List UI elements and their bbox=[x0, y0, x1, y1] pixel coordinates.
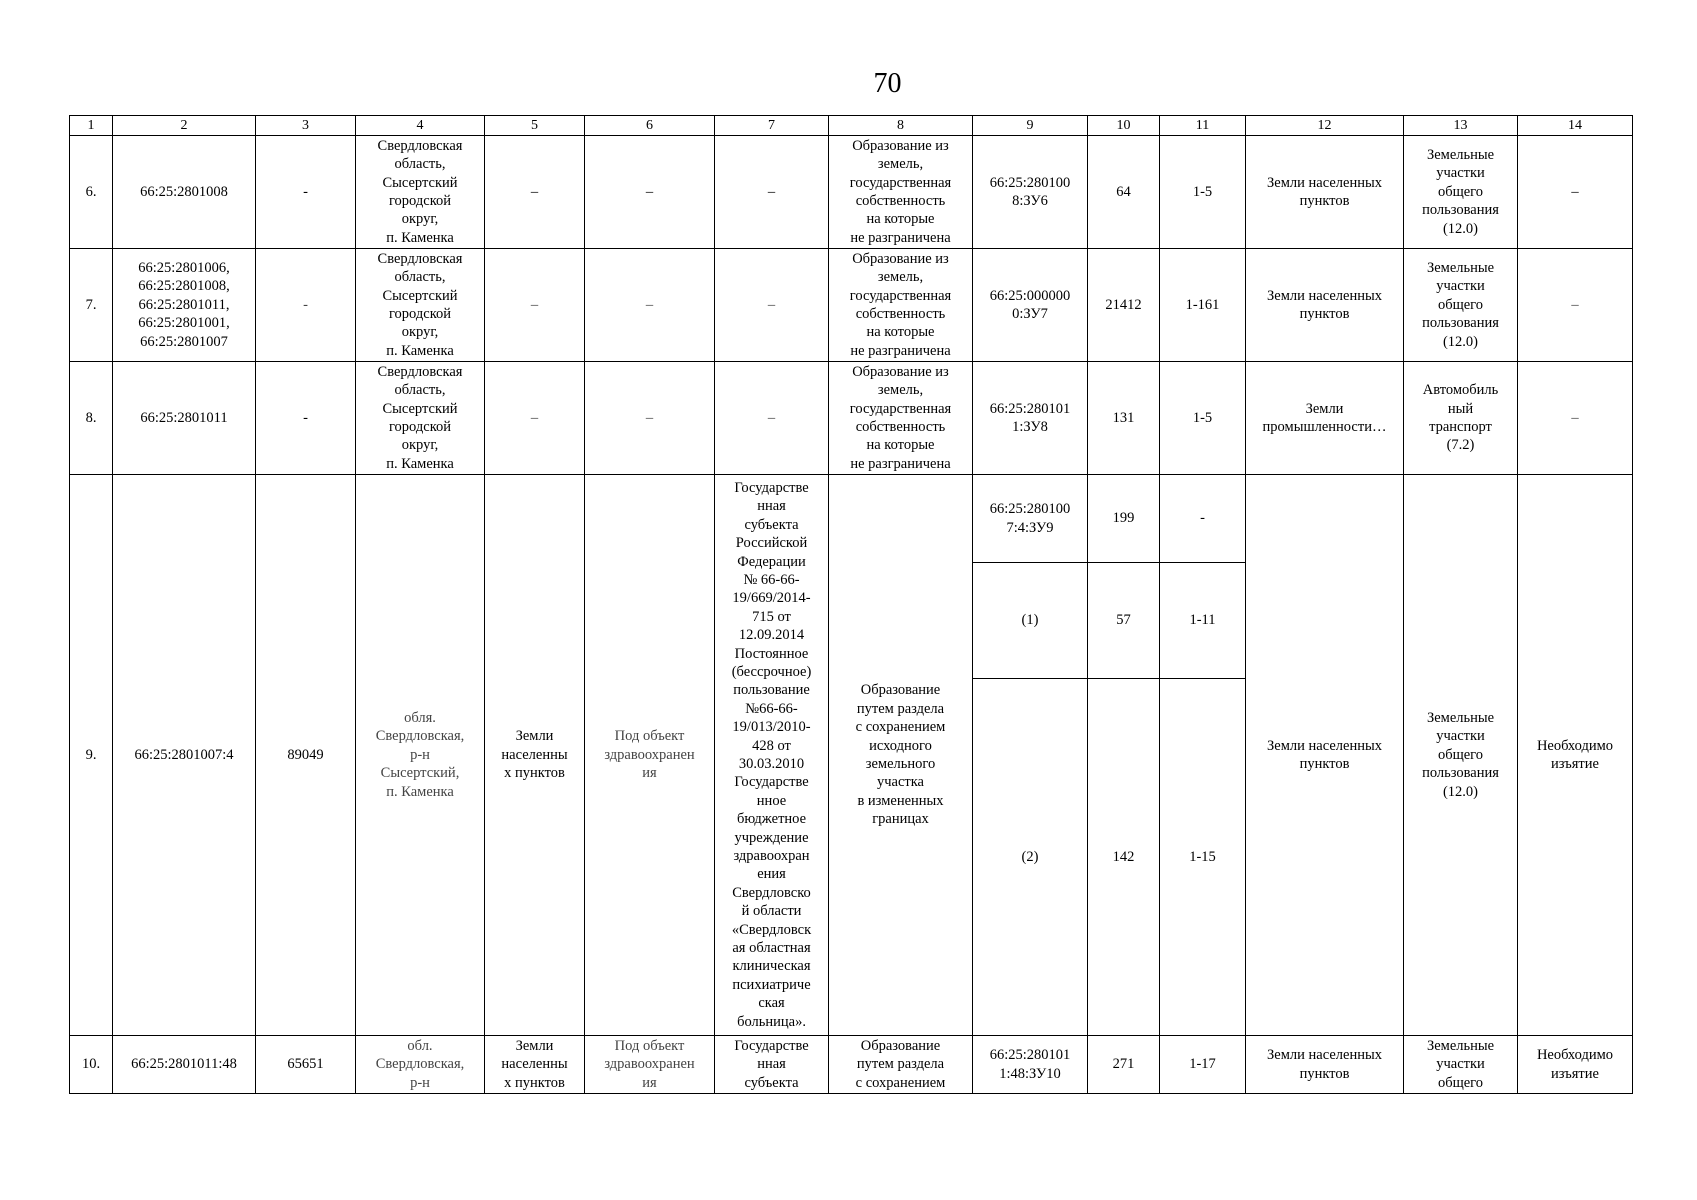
boundary-points: 1-161 bbox=[1160, 249, 1246, 362]
formation-method: Образование путем раздела с сохранением исходного земельного участка в измененных границах bbox=[829, 475, 973, 1036]
permitted-use: Под объект здравоохранен ия bbox=[585, 475, 715, 1036]
new-land-category: Земли населенных пунктов bbox=[1246, 249, 1404, 362]
column-header: 7 bbox=[715, 116, 829, 136]
land-plots-table bbox=[69, 115, 1633, 1094]
rights-holder: – bbox=[715, 362, 829, 475]
column-numbers-row bbox=[70, 116, 1633, 136]
address: Свердловская область, Сысертский городской округ, п. Каменка bbox=[356, 362, 485, 475]
new-permitted-use: Земельные участки общего пользования (12.0) bbox=[1404, 249, 1518, 362]
plot-area: 65651 bbox=[256, 1036, 356, 1094]
new-plot-id: 66:25:280101 1:48:ЗУ10 bbox=[973, 1036, 1088, 1094]
new-permitted-use: Автомобиль ный транспорт (7.2) bbox=[1404, 362, 1518, 475]
formation-method: Образование из земель, государственная собственность на которые не разграничена bbox=[829, 136, 973, 249]
new-permitted-use: Земельные участки общего пользования (12.0) bbox=[1404, 136, 1518, 249]
new-plot-id: 66:25:000000 0:ЗУ7 bbox=[973, 249, 1088, 362]
rights-holder: – bbox=[715, 136, 829, 249]
boundary-points: 1-11 bbox=[1160, 563, 1246, 679]
land-category: Земли населенны х пунктов bbox=[485, 1036, 585, 1094]
new-plot-id: 66:25:280100 8:ЗУ6 bbox=[973, 136, 1088, 249]
new-permitted-use: Земельные участки общего пользования (12.0) bbox=[1404, 475, 1518, 1036]
column-header: 9 bbox=[973, 116, 1088, 136]
cadastral-number: 66:25:2801006, 66:25:2801008, 66:25:2801011, 66:25:2801001, 66:25:2801007 bbox=[113, 249, 256, 362]
formation-method: Образование путем раздела с сохранением bbox=[829, 1036, 973, 1094]
page-number: 70 bbox=[873, 68, 902, 99]
new-plot-area: 199 bbox=[1088, 475, 1160, 563]
address: Свердловская область, Сысертский городской округ, п. Каменка bbox=[356, 136, 485, 249]
column-header: 5 bbox=[485, 116, 585, 136]
permitted-use: – bbox=[585, 362, 715, 475]
formation-method: Образование из земель, государственная собственность на которые не разграничена bbox=[829, 362, 973, 475]
column-header: 14 bbox=[1518, 116, 1633, 136]
plot-area: - bbox=[256, 249, 356, 362]
new-plot-id: (2) bbox=[973, 679, 1088, 1036]
row-number: 9. bbox=[70, 475, 113, 1036]
plot-area: - bbox=[256, 136, 356, 249]
column-header: 4 bbox=[356, 116, 485, 136]
note: – bbox=[1518, 136, 1633, 249]
new-plot-area: 271 bbox=[1088, 1036, 1160, 1094]
column-header: 8 bbox=[829, 116, 973, 136]
cadastral-number: 66:25:2801011:48 bbox=[113, 1036, 256, 1094]
cadastral-number: 66:25:2801007:4 bbox=[113, 475, 256, 1036]
new-land-category: Земли населенных пунктов bbox=[1246, 136, 1404, 249]
table-row bbox=[70, 1036, 1633, 1094]
new-plot-area: 57 bbox=[1088, 563, 1160, 679]
column-header: 2 bbox=[113, 116, 256, 136]
row-number: 7. bbox=[70, 249, 113, 362]
new-plot-area: 21412 bbox=[1088, 249, 1160, 362]
column-header: 6 bbox=[585, 116, 715, 136]
boundary-points: 1-17 bbox=[1160, 1036, 1246, 1094]
boundary-points: - bbox=[1160, 475, 1246, 563]
column-header: 1 bbox=[70, 116, 113, 136]
permitted-use: Под объект здравоохранен ия bbox=[585, 1036, 715, 1094]
note: Необходимо изъятие bbox=[1518, 1036, 1633, 1094]
note: – bbox=[1518, 249, 1633, 362]
land-category: – bbox=[485, 362, 585, 475]
row-number: 6. bbox=[70, 136, 113, 249]
row-number: 8. bbox=[70, 362, 113, 475]
cadastral-number: 66:25:2801008 bbox=[113, 136, 256, 249]
permitted-use: – bbox=[585, 136, 715, 249]
table-row bbox=[70, 249, 1633, 362]
column-header: 11 bbox=[1160, 116, 1246, 136]
land-category: – bbox=[485, 136, 585, 249]
new-plot-id: (1) bbox=[973, 563, 1088, 679]
address: обл. Свердловская, р-н bbox=[356, 1036, 485, 1094]
table-row bbox=[70, 136, 1633, 249]
column-header: 10 bbox=[1088, 116, 1160, 136]
address: Свердловская область, Сысертский городской округ, п. Каменка bbox=[356, 249, 485, 362]
rights-holder: – bbox=[715, 249, 829, 362]
rights-holder: Государстве нная субъекта bbox=[715, 1036, 829, 1094]
plot-area: - bbox=[256, 362, 356, 475]
table-row bbox=[70, 475, 1633, 563]
rights-holder: Государстве нная субъекта Российской Федерации № 66-66- 19/669/2014- 715 от 12.09.2014 Постоянное (бессрочное) пользование №66-66- 19/013/2010- 428 от 30.03.2010 Государстве нное бюджетное учреждение здравоохран ения Свердловско й области «Свердловск ая областная клиническая психиатриче ская больница». bbox=[715, 475, 829, 1036]
new-land-category: Земли промышленности… bbox=[1246, 362, 1404, 475]
row-number: 10. bbox=[70, 1036, 113, 1094]
land-category: – bbox=[485, 249, 585, 362]
boundary-points: 1-15 bbox=[1160, 679, 1246, 1036]
new-land-category: Земли населенных пунктов bbox=[1246, 1036, 1404, 1094]
land-category: Земли населенны х пунктов bbox=[485, 475, 585, 1036]
new-permitted-use: Земельные участки общего bbox=[1404, 1036, 1518, 1094]
note: Необходимо изъятие bbox=[1518, 475, 1633, 1036]
new-plot-area: 64 bbox=[1088, 136, 1160, 249]
new-plot-id: 66:25:280101 1:ЗУ8 bbox=[973, 362, 1088, 475]
plot-area: 89049 bbox=[256, 475, 356, 1036]
permitted-use: – bbox=[585, 249, 715, 362]
address: обля. Свердловская, р-н Сысертский, п. Каменка bbox=[356, 475, 485, 1036]
column-header: 13 bbox=[1404, 116, 1518, 136]
column-header: 3 bbox=[256, 116, 356, 136]
new-plot-area: 131 bbox=[1088, 362, 1160, 475]
new-plot-area: 142 bbox=[1088, 679, 1160, 1036]
table-row bbox=[70, 362, 1633, 475]
column-header: 12 bbox=[1246, 116, 1404, 136]
note: – bbox=[1518, 362, 1633, 475]
boundary-points: 1-5 bbox=[1160, 362, 1246, 475]
boundary-points: 1-5 bbox=[1160, 136, 1246, 249]
new-plot-id: 66:25:280100 7:4:ЗУ9 bbox=[973, 475, 1088, 563]
formation-method: Образование из земель, государственная собственность на которые не разграничена bbox=[829, 249, 973, 362]
cadastral-number: 66:25:2801011 bbox=[113, 362, 256, 475]
new-land-category: Земли населенных пунктов bbox=[1246, 475, 1404, 1036]
